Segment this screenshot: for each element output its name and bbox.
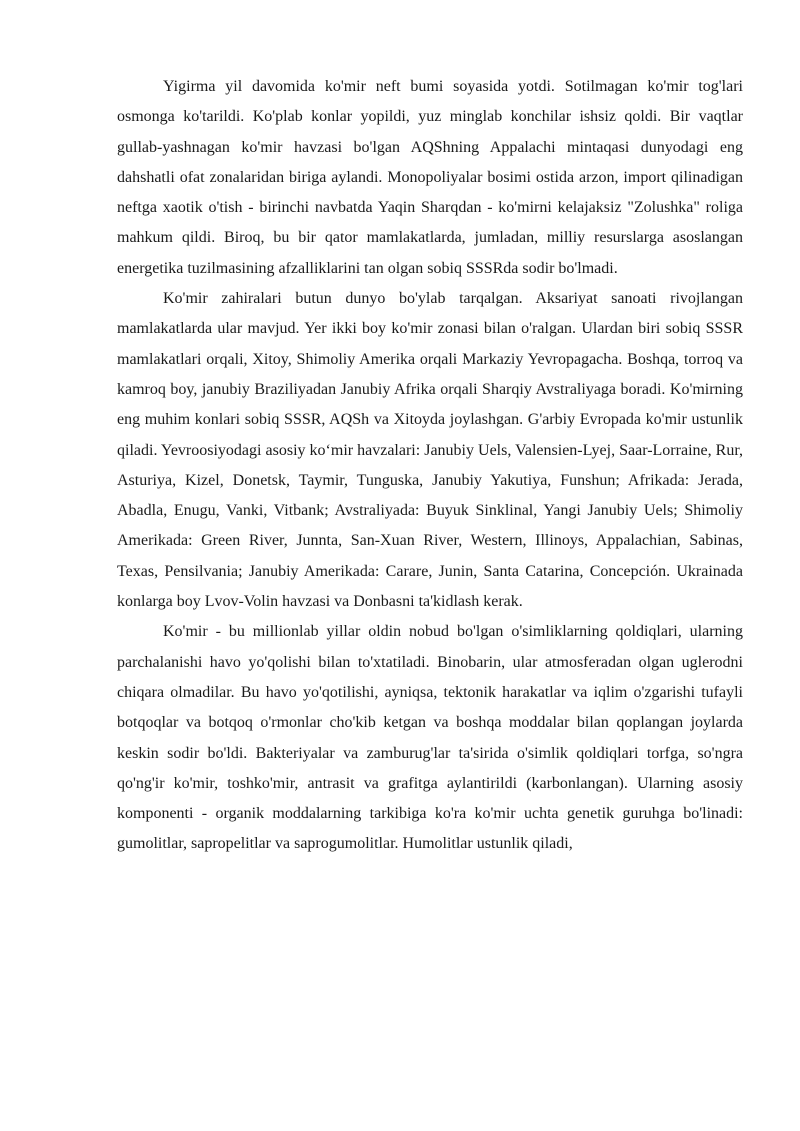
document-page	[117, 72, 743, 860]
paragraph-coal-reserves: Ko'mir zahiralari butun dunyo bo'ylab tarqalgan. Aksariyat sanoati rivojlangan mamlakatlarda ular mavjud. Yer ikki boy ko'mir zonasi bilan o'ralgan. Ulardan biri sobiq SSSR mamlakatlari orqali, Xitoy, Shimoliy Amerika orqali Markaziy Yevropagacha. Boshqa, torroq va kamroq boy, janubiy Braziliyadan Janubiy Afrika orqali Sharqiy Avstraliyaga boradi. Ko'mirning eng muhim konlari sobiq SSSR, AQSh va Xitoyda joylashgan. G'arbiy Evropada ko'mir ustunlik qiladi. Yevroosiyodagi asosiy ko‘mir havzalari: Janubiy Uels, Valensien-Lyej, Saar-Lorraine, Rur, Asturiya, Kizel, Donetsk, Taymir, Tunguska, Janubiy Yakutiya, Funshun; Afrikada: Jerada, Abadla, Enugu, Vanki, Vitbank; Avstraliyada: Buyuk Sinklinal, Yangi Janubiy Uels; Shimoliy Amerikada: Green River, Junnta, San-Xuan River, Western, Illinoys, Appalachian, Sabinas, Texas, Pensilvania; Janubiy Amerikada: Carare, Junin, Santa Catarina, Concepción. Ukrainada konlarga boy Lvov-Volin havzasi va Donbasni ta'kidlash kerak.	[117, 290, 743, 611]
paragraph-coal-origin: Ko'mir - bu millionlab yillar oldin nobud bo'lgan o'simliklarning qoldiqlari, ularning parchalanishi havo yo'qolishi bilan to'xtatiladi. Binobarin, ular atmosferadan olgan uglerodni chiqara olmadilar. Bu havo yo'qotilishi, ayniqsa, tektonik harakatlar va iqlim o'zgarishi tufayli botqoqlar va botqoq o'rmonlar cho'kib ketgan va boshqa moddalar bilan qoplangan joylarda keskin sodir bo'ldi. Bakteriyalar va zamburug'lar ta'sirida o'simlik qoldiqlari torfga, so'ngra qo'ng'ir ko'mir, toshko'mir, antrasit va grafitga aylantirildi (karbonlangan). Ularning asosiy komponenti - organik moddalarning tarkibiga ko'ra ko'mir uchta genetik guruhga bo'linadi: gumolitlar, sapropelitlar va saprogumolitlar. Humolitlar ustunlik qiladi,	[117, 623, 743, 853]
paragraph-coal-decline: Yigirma yil davomida ko'mir neft bumi soyasida yotdi. Sotilmagan ko'mir tog'lari osmonga ko'tarildi. Ko'plab konlar yopildi, yuz minglab konchilar ishsiz qoldi. Bir vaqtlar gullab-yashnagan ko'mir havzasi bo'lgan AQShning Appalachi mintaqasi dunyodagi eng dahshatli ofat zonalaridan biriga aylandi. Monopoliyalar bosimi ostida arzon, import qilinadigan neftga xaotik o'tish - birinchi navbatda Yaqin Sharqdan - ko'mirni kelajaksiz "Zolushka" roliga mahkum qildi. Biroq, bu bir qator mamlakatlarda, jumladan, milliy resurslarga asoslangan energetika tuzilmasining afzalliklarini tan olgan sobiq SSSRda sodir bo'lmadi.	[117, 78, 743, 277]
